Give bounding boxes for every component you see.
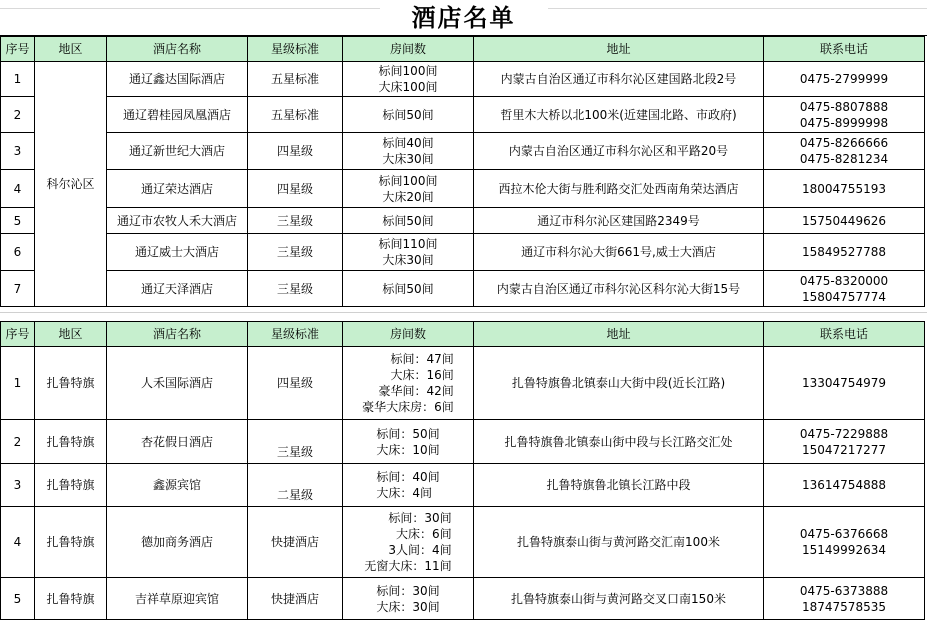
table-row <box>1 62 925 97</box>
cell-address: 内蒙古自治区通辽市科尔沁区科尔沁大街15号 <box>474 271 764 307</box>
phone-line: 15149992634 <box>802 543 886 557</box>
rooms-line: 大床20间 <box>382 189 434 204</box>
cell-address: 扎鲁特旗泰山街与黄河路交叉口南150米 <box>474 578 764 620</box>
cell-rooms <box>343 62 474 97</box>
cell-no: 7 <box>1 271 35 307</box>
phone-line: 0475-6373888 <box>799 583 889 598</box>
cell-phone: 18004755193 <box>764 170 925 208</box>
header-district: 地区 <box>35 37 107 62</box>
cell-star: 四星级 <box>248 170 343 208</box>
rooms-line: 标间：50间 <box>376 426 440 441</box>
hotel-table-2 <box>0 321 925 620</box>
cell-district: 扎鲁特旗 <box>35 347 107 420</box>
cell-star: 四星级 <box>248 347 343 420</box>
cell-hotel-name: 杏花假日酒店 <box>107 420 248 464</box>
phone-line: 15047217277 <box>802 442 886 457</box>
table-row <box>1 234 925 271</box>
star-label: 二星级 <box>276 488 313 502</box>
cell-hotel-name: 通辽市农牧人禾大酒店 <box>107 208 248 234</box>
hotel-table-1 <box>0 36 925 307</box>
cell-rooms <box>343 578 474 620</box>
rooms-line: 豪华间：42间 <box>378 384 454 398</box>
cell-no: 3 <box>1 133 35 170</box>
cell-no: 5 <box>1 208 35 234</box>
cell-address: 扎鲁特旗鲁北镇长江路中段 <box>474 464 764 507</box>
cell-rooms <box>343 133 474 170</box>
rooms-line: 标间：30间 <box>388 511 452 525</box>
phone-line: 0475-8999998 <box>799 115 889 130</box>
cell-phone: 0475-2799999 <box>764 62 925 97</box>
cell-address: 西拉木伦大街与胜利路交汇处西南角荣达酒店 <box>474 170 764 208</box>
cell-star: 五星标准 <box>248 62 343 97</box>
cell-no: 1 <box>1 347 35 420</box>
header-hotel-name: 酒店名称 <box>107 322 248 347</box>
rooms-line: 大床：10间 <box>376 442 440 457</box>
rooms-line: 标间：47间 <box>390 352 454 366</box>
rooms-line: 大床：30间 <box>376 599 440 614</box>
header-star: 星级标准 <box>248 322 343 347</box>
cell-rooms <box>343 420 474 464</box>
header-rooms: 房间数 <box>343 37 474 62</box>
header-no: 序号 <box>1 37 35 62</box>
cell-district-merged: 科尔沁区 <box>35 62 107 307</box>
cell-star: 快捷酒店 <box>248 507 343 578</box>
cell-hotel-name: 通辽荣达酒店 <box>107 170 248 208</box>
rooms-line: 标间：30间 <box>376 583 440 598</box>
phone-line: 0475-6376668 <box>799 527 889 541</box>
table-row <box>1 97 925 133</box>
cell-phone <box>764 97 925 133</box>
table-row <box>1 464 925 507</box>
table-row <box>1 507 925 578</box>
cell-address: 扎鲁特旗泰山街与黄河路交汇南100米 <box>474 507 764 578</box>
rooms-line: 大床30间 <box>382 152 434 166</box>
cell-phone <box>764 271 925 307</box>
rooms-line: 标间110间 <box>378 237 438 251</box>
header-district: 地区 <box>35 322 107 347</box>
rooms-line: 3人间：4间 <box>388 543 452 557</box>
rooms-line: 标间：40间 <box>376 470 440 484</box>
phone-line: 0475-8807888 <box>799 99 889 114</box>
table-1-header-row <box>1 37 925 62</box>
cell-star: 三星级 <box>248 234 343 271</box>
cell-hotel-name: 通辽碧桂园凤凰酒店 <box>107 97 248 133</box>
cell-hotel-name: 德加商务酒店 <box>107 507 248 578</box>
rooms-line: 豪华大床房：6间 <box>362 400 454 414</box>
cell-rooms <box>343 170 474 208</box>
cell-address: 通辽市科尔沁区建国路2349号 <box>474 208 764 234</box>
cell-no: 6 <box>1 234 35 271</box>
header-rooms: 房间数 <box>343 322 474 347</box>
cell-no: 2 <box>1 420 35 464</box>
cell-hotel-name: 吉祥草原迎宾馆 <box>107 578 248 620</box>
cell-hotel-name: 鑫源宾馆 <box>107 464 248 507</box>
phone-line: 18747578535 <box>802 599 886 614</box>
rooms-line: 标间100间 <box>378 64 438 78</box>
table-separator <box>0 312 927 321</box>
header-phone: 联系电话 <box>764 322 925 347</box>
cell-address: 扎鲁特旗鲁北镇泰山大街中段(近长江路) <box>474 347 764 420</box>
cell-star <box>248 464 343 507</box>
cell-rooms: 标间50间 <box>343 97 474 133</box>
cell-rooms <box>343 464 474 507</box>
table-row <box>1 170 925 208</box>
rooms-line: 无窗大床：11间 <box>364 559 452 573</box>
cell-star: 五星标准 <box>248 97 343 133</box>
header-star: 星级标准 <box>248 37 343 62</box>
cell-star: 四星级 <box>248 133 343 170</box>
cell-district: 扎鲁特旗 <box>35 464 107 507</box>
cell-no: 5 <box>1 578 35 620</box>
table-row <box>1 420 925 464</box>
cell-hotel-name: 人禾国际酒店 <box>107 347 248 420</box>
rooms-line: 大床100间 <box>378 80 438 94</box>
header-address: 地址 <box>474 322 764 347</box>
header-no: 序号 <box>1 322 35 347</box>
cell-phone: 15849527788 <box>764 234 925 271</box>
table-row <box>1 271 925 307</box>
cell-rooms <box>343 234 474 271</box>
cell-hotel-name: 通辽新世纪大酒店 <box>107 133 248 170</box>
cell-phone <box>764 507 925 578</box>
cell-district: 扎鲁特旗 <box>35 578 107 620</box>
table-row <box>1 578 925 620</box>
cell-district: 扎鲁特旗 <box>35 420 107 464</box>
cell-no: 3 <box>1 464 35 507</box>
phone-line: 0475-8266666 <box>799 136 889 150</box>
rooms-line: 大床：16间 <box>390 368 454 382</box>
cell-address: 哲里木大桥以北100米(近建国北路、市政府) <box>474 97 764 133</box>
phone-line: 0475-8320000 <box>799 273 889 288</box>
cell-rooms <box>343 347 474 420</box>
cell-phone: 15750449626 <box>764 208 925 234</box>
phone-line: 0475-8281234 <box>799 152 889 166</box>
cell-address: 内蒙古自治区通辽市科尔沁区和平路20号 <box>474 133 764 170</box>
rooms-line: 大床30间 <box>382 253 434 267</box>
cell-phone: 13304754979 <box>764 347 925 420</box>
cell-district: 扎鲁特旗 <box>35 507 107 578</box>
table-row <box>1 208 925 234</box>
cell-phone <box>764 578 925 620</box>
cell-address: 内蒙古自治区通辽市科尔沁区建国路北段2号 <box>474 62 764 97</box>
header-hotel-name: 酒店名称 <box>107 37 248 62</box>
phone-line: 15804757774 <box>802 289 886 304</box>
cell-address: 通辽市科尔沁大街661号,威士大酒店 <box>474 234 764 271</box>
cell-star <box>248 420 343 464</box>
header-address: 地址 <box>474 37 764 62</box>
table-row <box>1 133 925 170</box>
cell-hotel-name: 通辽鑫达国际酒店 <box>107 62 248 97</box>
rooms-line: 大床：6间 <box>396 527 452 541</box>
cell-hotel-name: 通辽天泽酒店 <box>107 271 248 307</box>
sheet-title: 酒店名单 <box>411 4 516 32</box>
header-phone: 联系电话 <box>764 37 925 62</box>
cell-star: 三星级 <box>248 271 343 307</box>
cell-star: 三星级 <box>248 208 343 234</box>
cell-rooms <box>343 507 474 578</box>
cell-address: 扎鲁特旗鲁北镇泰山街中段与长江路交汇处 <box>474 420 764 464</box>
cell-hotel-name: 通辽威士大酒店 <box>107 234 248 271</box>
rooms-line: 标间40间 <box>382 136 434 150</box>
star-label: 三星级 <box>276 444 313 459</box>
table-2-header-row <box>1 322 925 347</box>
cell-star: 快捷酒店 <box>248 578 343 620</box>
cell-rooms: 标间50间 <box>343 208 474 234</box>
cell-phone <box>764 420 925 464</box>
cell-no: 2 <box>1 97 35 133</box>
rooms-line: 标间100间 <box>378 173 438 188</box>
cell-no: 1 <box>1 62 35 97</box>
table-row <box>1 347 925 420</box>
phone-line: 0475-7229888 <box>799 426 889 441</box>
cell-phone: 13614754888 <box>764 464 925 507</box>
cell-no: 4 <box>1 170 35 208</box>
cell-rooms: 标间50间 <box>343 271 474 307</box>
cell-no: 4 <box>1 507 35 578</box>
rooms-line: 大床：4间 <box>376 486 432 500</box>
cell-phone <box>764 133 925 170</box>
